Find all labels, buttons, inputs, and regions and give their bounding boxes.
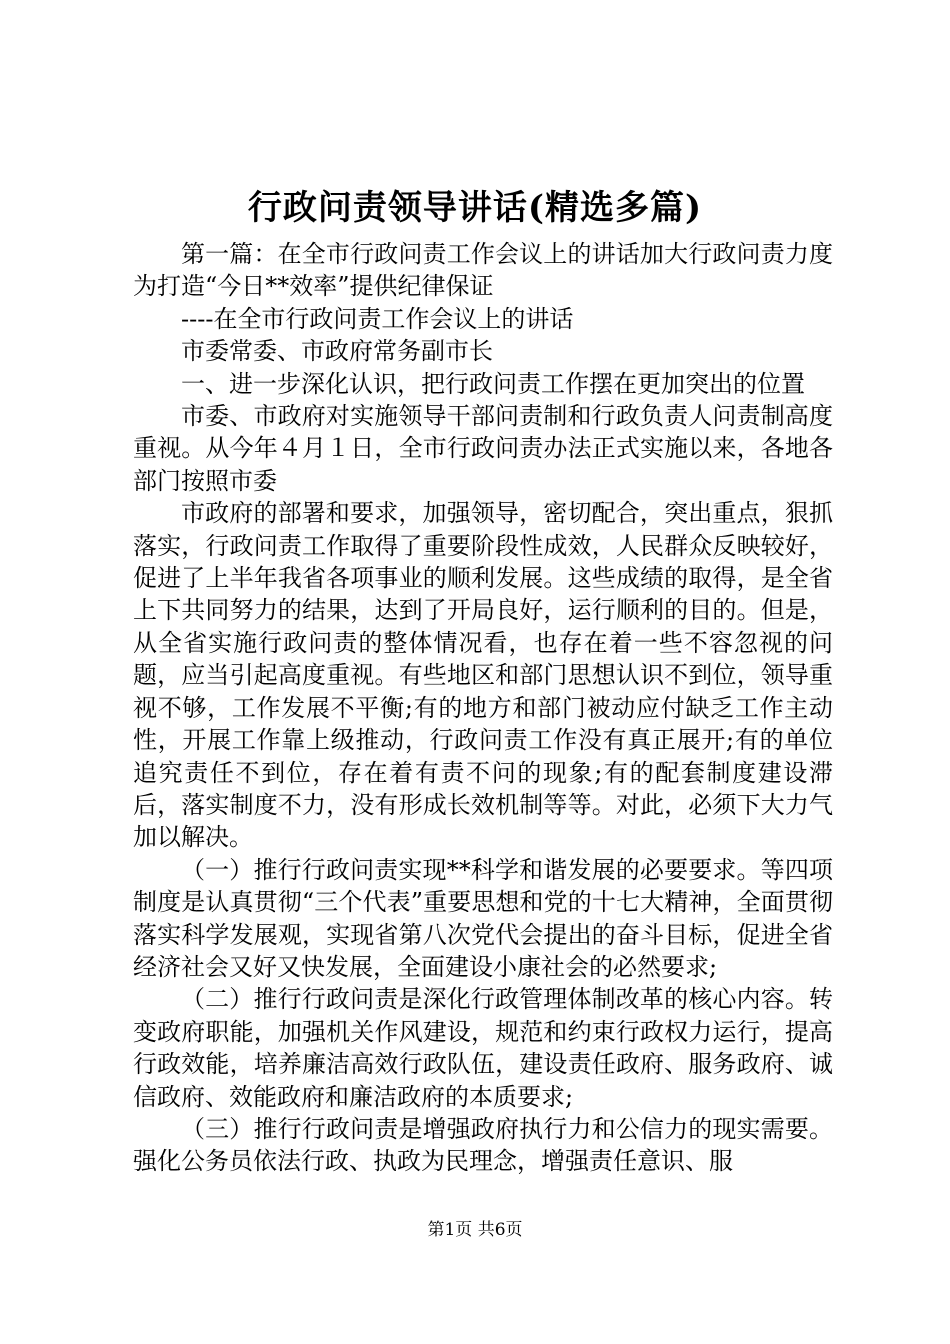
paragraph-item-one: （一）推行行政问责实现**科学和谐发展的必要要求。等四项制度是认真贯彻“三个代表”重要思想和党的十七大精神，全面贯彻落实科学发展观，实现省第八次党代会提出的奋斗目标，促进全省经济社会又好又快发展，全面建设小康社会的必然要求; bbox=[133, 855, 833, 981]
paragraph-section-one-heading: 一、进一步深化认识，把行政问责工作摆在更加突出的位置 bbox=[181, 369, 805, 398]
paragraph-subtitle: ----在全市行政问责工作会议上的讲话 bbox=[181, 304, 574, 333]
paragraph-heading-first: 第一篇：在全市行政问责工作会议上的讲话加大行政问责力度为打造“今日**效率”提供纪律保证 bbox=[133, 240, 833, 301]
paragraph-item-three: （三）推行行政问责是增强政府执行力和公信力的现实需要。强化公务员依法行政、执政为民理念，增强责任意识、服 bbox=[133, 1114, 833, 1176]
paragraph-speaker: 市委常委、市政府常务副市长 bbox=[181, 337, 493, 366]
paragraph-item-two: （二）推行行政问责是深化行政管理体制改革的核心内容。转变政府职能，加强机关作风建设，规范和约束行政权力运行，提高行政效能，培养廉洁高效行政队伍，建设责任政府、服务政府、诚信政府、效能政府和廉洁政府的本质要求; bbox=[133, 985, 833, 1111]
document-title: 行政问责领导讲话(精选多篇) bbox=[247, 188, 703, 228]
paragraph-body: 市政府的部署和要求，加强领导，密切配合，突出重点，狠抓落实，行政问责工作取得了重要阶段性成效，人民群众反映较好，促进了上半年我省各项事业的顺利发展。这些成绩的取得，是全省上下共同努力的结果，达到了开局良好，运行顺利的目的。但是，从全省实施行政问责的整体情况看，也存在着一些不容忽视的问题，应当引起高度重视。有些地区和部门思想认识不到位，领导重视不够，工作发展不平衡;有的地方和部门被动应付缺乏工作主动性，开展工作靠上级推动，行政问责工作没有真正展开;有的单位追究责任不到位，存在着有责不问的现象;有的配套制度建设滞后，落实制度不力，没有形成长效机制等等。对此，必须下大力气加以解决。 bbox=[133, 499, 833, 852]
document-body bbox=[133, 238, 833, 1178]
page-number-footer: 第1页 共6页 bbox=[427, 1220, 523, 1240]
paragraph-body: 市委、市政府对实施领导干部问责制和行政负责人问责制高度重视。从今年４月１日，全市行政问责办法正式实施以来，各地各部门按照市委 bbox=[133, 402, 833, 495]
